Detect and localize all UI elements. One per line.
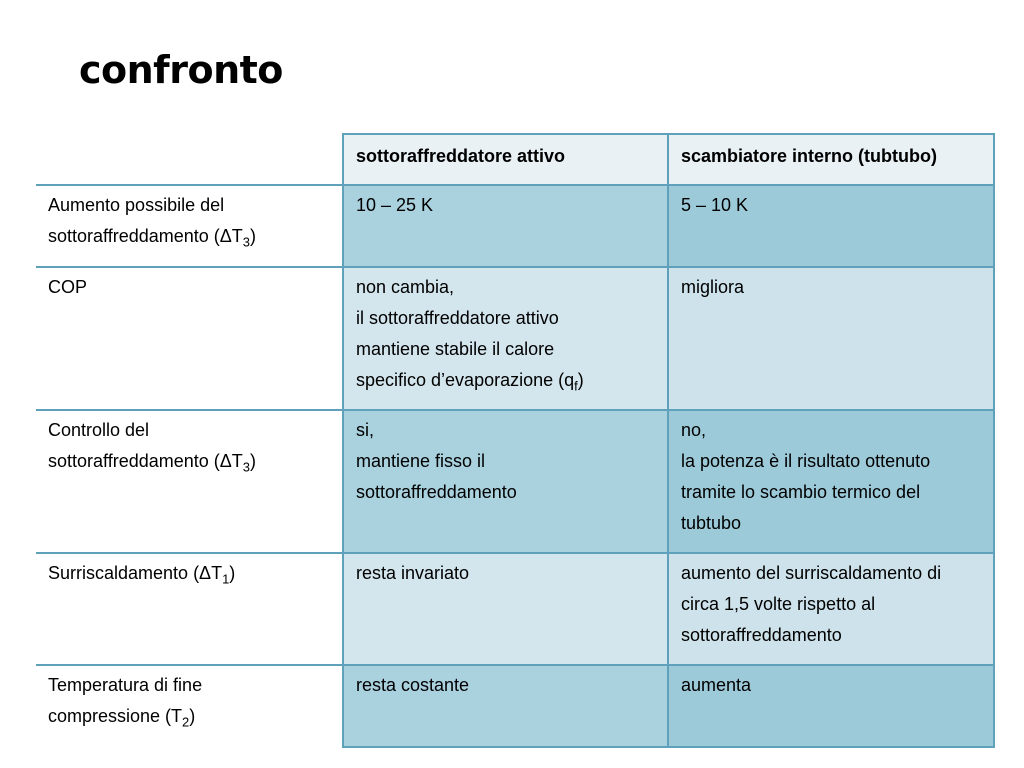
header-empty-cell bbox=[36, 134, 343, 185]
cell-internal-exchanger bbox=[668, 267, 994, 410]
cell-line: 5 – 10 K bbox=[681, 195, 749, 215]
comparison-table bbox=[36, 133, 995, 748]
cell-line: il sottoraffreddatore attivo bbox=[356, 308, 559, 328]
cell-internal-exchanger bbox=[668, 553, 994, 665]
cell-line: la potenza è il risultato ottenuto bbox=[681, 451, 931, 471]
cell-line: resta costante bbox=[356, 675, 470, 695]
cell-line: tramite lo scambio termico del bbox=[681, 482, 921, 502]
row-label-line: Temperatura di fine bbox=[48, 675, 203, 695]
cell-line: mantiene stabile il calore bbox=[356, 339, 555, 359]
table-header-row bbox=[36, 134, 994, 185]
cell-line: mantiene fisso il bbox=[356, 451, 486, 471]
cell-line: si, bbox=[356, 420, 374, 440]
row-label-cop bbox=[36, 267, 343, 410]
row-label-subcooling-increase bbox=[36, 185, 343, 267]
cell-line: aumento del surriscaldamento di bbox=[681, 563, 942, 583]
table-row bbox=[36, 665, 994, 747]
header-internal-exchanger: scambiatore interno (tubtubo) bbox=[668, 134, 994, 185]
slide-title: confronto bbox=[79, 48, 283, 92]
cell-line: circa 1,5 volte rispetto al bbox=[681, 594, 876, 614]
cell-active-subcooler bbox=[343, 267, 668, 410]
cell-line: specifico d’evaporazione $(q_f)$ bbox=[356, 370, 584, 394]
cell-line: tubtubo bbox=[681, 513, 742, 533]
cell-line: no, bbox=[681, 420, 707, 440]
cell-internal-exchanger bbox=[668, 410, 994, 553]
cell-line: sottoraffreddamento bbox=[681, 625, 842, 645]
cell-line: aumenta bbox=[681, 675, 752, 695]
row-label-superheating bbox=[36, 553, 343, 665]
cell-line: resta invariato bbox=[356, 563, 470, 583]
header-active-subcooler: sottoraffreddatore attivo bbox=[343, 134, 668, 185]
row-label-line: Aumento possibile del bbox=[48, 195, 225, 215]
comparison-table-wrapper bbox=[36, 133, 995, 748]
cell-active-subcooler bbox=[343, 665, 668, 747]
row-label-discharge-temperature bbox=[36, 665, 343, 747]
row-label-line: COP bbox=[48, 277, 88, 297]
table-row bbox=[36, 185, 994, 267]
table-row bbox=[36, 267, 994, 410]
cell-internal-exchanger bbox=[668, 665, 994, 747]
cell-line: non cambia, bbox=[356, 277, 455, 297]
cell-internal-exchanger bbox=[668, 185, 994, 267]
table-row bbox=[36, 410, 994, 553]
table-row bbox=[36, 553, 994, 665]
row-label-line: sottoraffreddamento $(\Delta T_3)$ bbox=[48, 451, 257, 475]
cell-active-subcooler bbox=[343, 553, 668, 665]
row-label-subcooling-control bbox=[36, 410, 343, 553]
row-label-line: compressione $(T_2)$ bbox=[48, 706, 196, 730]
cell-line: migliora bbox=[681, 277, 745, 297]
row-label-line: sottoraffreddamento $(\Delta T_3)$ bbox=[48, 226, 257, 250]
row-label-line: Surriscaldamento $(\Delta T_1)$ bbox=[48, 563, 236, 587]
cell-active-subcooler bbox=[343, 410, 668, 553]
row-label-line: Controllo del bbox=[48, 420, 150, 440]
cell-line: sottoraffreddamento bbox=[356, 482, 517, 502]
cell-line: 10 – 25 K bbox=[356, 195, 434, 215]
cell-active-subcooler bbox=[343, 185, 668, 267]
